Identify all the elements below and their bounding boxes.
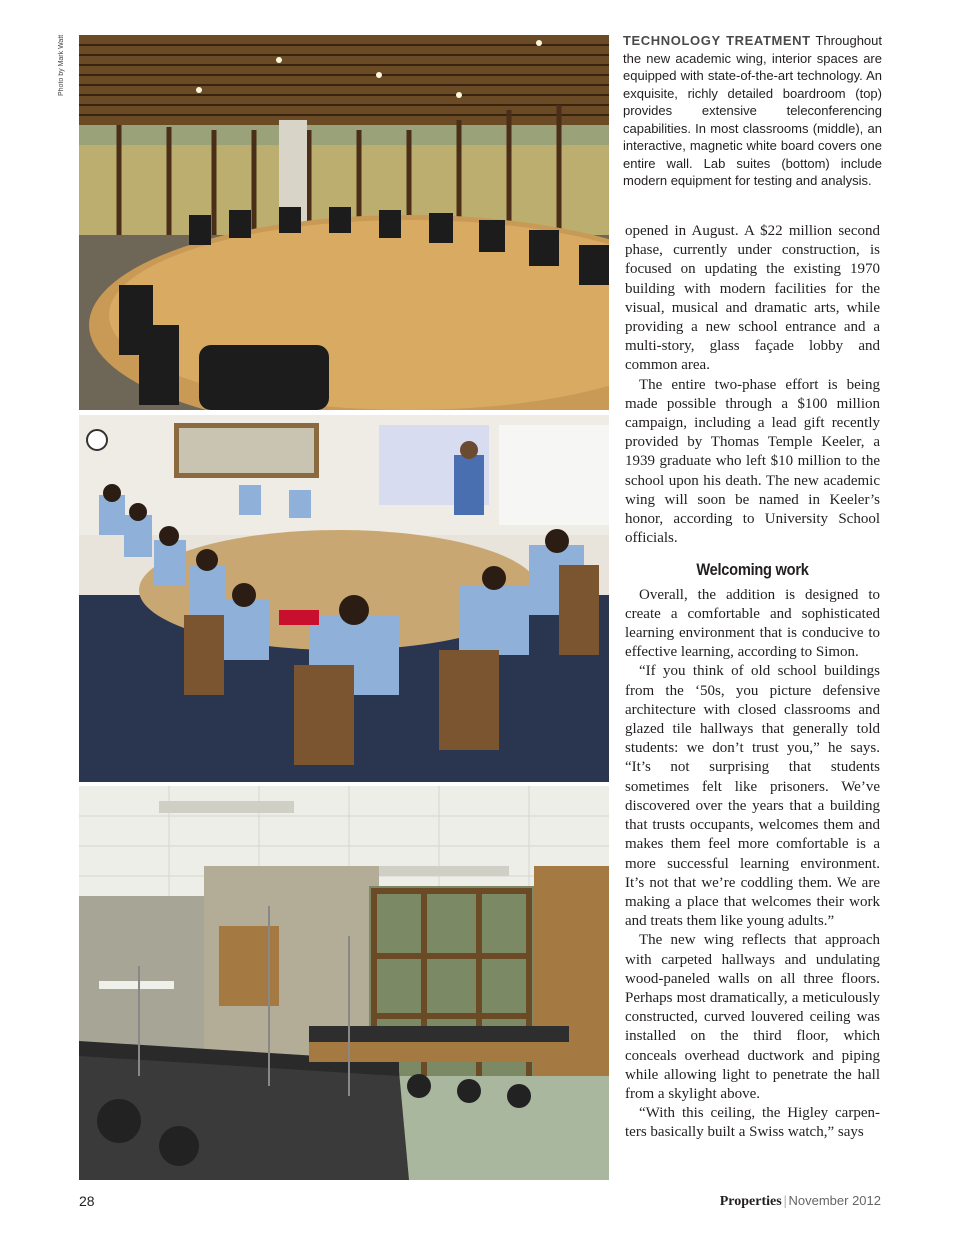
article-body <box>625 222 880 1143</box>
issue-date: November 2012 <box>788 1193 881 1208</box>
section-heading: Welcoming work <box>696 560 809 580</box>
page-footer <box>720 1193 881 1210</box>
classroom-photo <box>79 415 609 782</box>
paragraph: “With this ceiling, the Higley carpenters basically built a Swiss watch,” says <box>625 1105 880 1141</box>
paragraph: “If you think of old school buildings from the ‘50s, you picture defensive architecture with closed classrooms and glazed tile hallways that generally told students: we don’t trust you,” he says. “It’s not surprising that students sometimes felt like prisoners. We’ve discovered over the years that a building that trusts occupants, welcomes them and makes them feel more comfortable is a more successful learning environment. It’s not that we’re coddling them. We are making a place that welcomes their work and treats them like young adults.” <box>625 663 880 930</box>
paragraph: The new wing reflects that approach with carpeted hallways and undulating wood-paneled walls on all three floors. Perhaps most dramatically, a meticulously constructed, curved louvered ceiling was installed on the third floor, which conceals overhead ductwork and piping while allowing light to penetrate the hall from a skylight above. <box>625 932 880 1102</box>
paragraph: The entire two-phase effort is being made possible through a $100 million campaign, including a lead gift recently provided by Thomas Temple Keeler, a 1939 graduate who left $10 million to the school upon his death. The new academic wing will soon be named in Keeler’s honor, according to University School officials. <box>625 376 880 547</box>
photo-credit: Photo by Mark Watt <box>58 34 65 96</box>
publication-name: Properties <box>719 1194 782 1209</box>
page-number: 28 <box>79 1193 95 1209</box>
lab-photo <box>79 786 609 1180</box>
footer-separator: | <box>783 1194 787 1209</box>
boardroom-photo <box>79 35 609 410</box>
photo-caption <box>623 32 882 190</box>
caption-lead: TECHNOLOGY TREATMENT <box>623 33 811 48</box>
caption-text: Throughout the new academic wing, interior spaces are equipped with state-of-the-art technology. An exquisite, richly detailed boardroom (top) provides extensive teleconferencing capabilities. In most classrooms (middle), an interactive, magnetic white board covers one entire wall. Lab suites (bottom) include modern equipment for testing and analysis. <box>623 33 883 188</box>
paragraph: opened in August. A $22 million second phase, currently under construction, is focused on updating the existing 1970 building with modern facilities for the visual, musical and dramatic arts, while providing a new school entrance and a multi-story, glass façade lobby and common area. <box>625 223 880 374</box>
paragraph: Overall, the addition is designed to create a comfortable and sophisticated learning environment that is conducive to effective learning, according to Simon. <box>625 586 880 661</box>
